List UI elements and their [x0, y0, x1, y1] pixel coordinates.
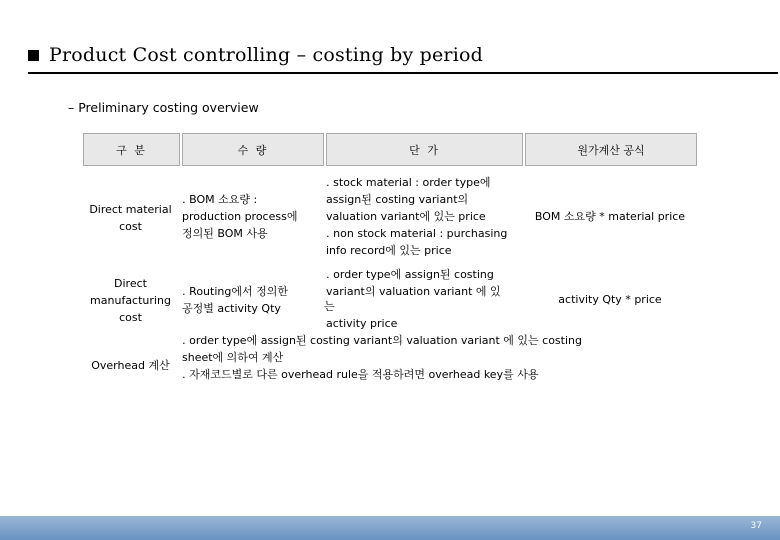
- price-line: ․ non stock material : purchasing: [326, 227, 508, 240]
- price-line: valuation variant에 있는 price: [326, 210, 486, 223]
- slide-title: Product Cost controlling – costing by period: [49, 44, 483, 66]
- qty-line: production process에: [182, 210, 298, 223]
- page-number: 37: [750, 521, 762, 531]
- row-direct-material-name: [83, 201, 178, 235]
- header-unit-price: 단 가: [326, 133, 523, 166]
- row-direct-manufacturing-formula: activity Qty * price: [558, 293, 662, 306]
- header-category: 구 분: [83, 133, 180, 166]
- row-direct-manufacturing-name: [83, 275, 178, 326]
- qty-line: 공정별 activity Qty: [182, 302, 281, 315]
- row-direct-manufacturing-qty: [182, 283, 288, 317]
- price-line: ․ order type에 assign된 costing: [326, 268, 494, 281]
- row-name-line: Direct: [114, 277, 147, 290]
- overhead-line: ․ order type에 assign된 costing variant의 valuation variant 에 있는 costing: [182, 334, 582, 347]
- row-direct-manufacturing-price-a: [326, 266, 501, 300]
- qty-line: 정의된 BOM 사용: [182, 227, 268, 240]
- footer-bar: [0, 516, 780, 540]
- price-line: ․ stock material : order type에: [326, 176, 491, 189]
- row-direct-material-qty: [182, 191, 297, 242]
- overhead-line: ․ 자재코드별로 다른 overhead rule을 적용하려면 overhead key를 사용: [182, 368, 539, 381]
- price-line: assign된 costing variant의: [326, 193, 469, 206]
- slide-title-row: [28, 44, 483, 66]
- price-line: variant의 valuation variant 에 있: [326, 285, 501, 298]
- row-name-line: cost: [119, 220, 142, 233]
- row-direct-material-price: [326, 174, 507, 259]
- row-direct-manufacturing-price-b: activity price: [326, 317, 398, 330]
- square-bullet-icon: [28, 50, 39, 61]
- price-line: info record에 있는 price: [326, 244, 452, 257]
- row-overhead-name: Overhead 계산: [91, 359, 170, 372]
- row-name-line: manufacturing: [90, 294, 171, 307]
- qty-line: ․ Routing에서 정의한: [182, 285, 288, 298]
- row-name-line: Direct material: [89, 203, 172, 216]
- section-subtitle: – Preliminary costing overview: [68, 100, 259, 115]
- header-quantity: 수 량: [182, 133, 324, 166]
- overhead-line: sheet에 의하여 계산: [182, 351, 284, 364]
- header-cost-formula: 원가계산 공식: [525, 133, 697, 166]
- qty-line: ․ BOM 소요량 :: [182, 193, 258, 206]
- row-name-line: cost: [119, 311, 142, 324]
- row-direct-material-formula: BOM 소요량 * material price: [534, 210, 686, 223]
- row-overhead-text: [182, 332, 582, 383]
- title-underline: [28, 72, 778, 74]
- row-direct-manufacturing-price-wrap: 는: [324, 300, 335, 313]
